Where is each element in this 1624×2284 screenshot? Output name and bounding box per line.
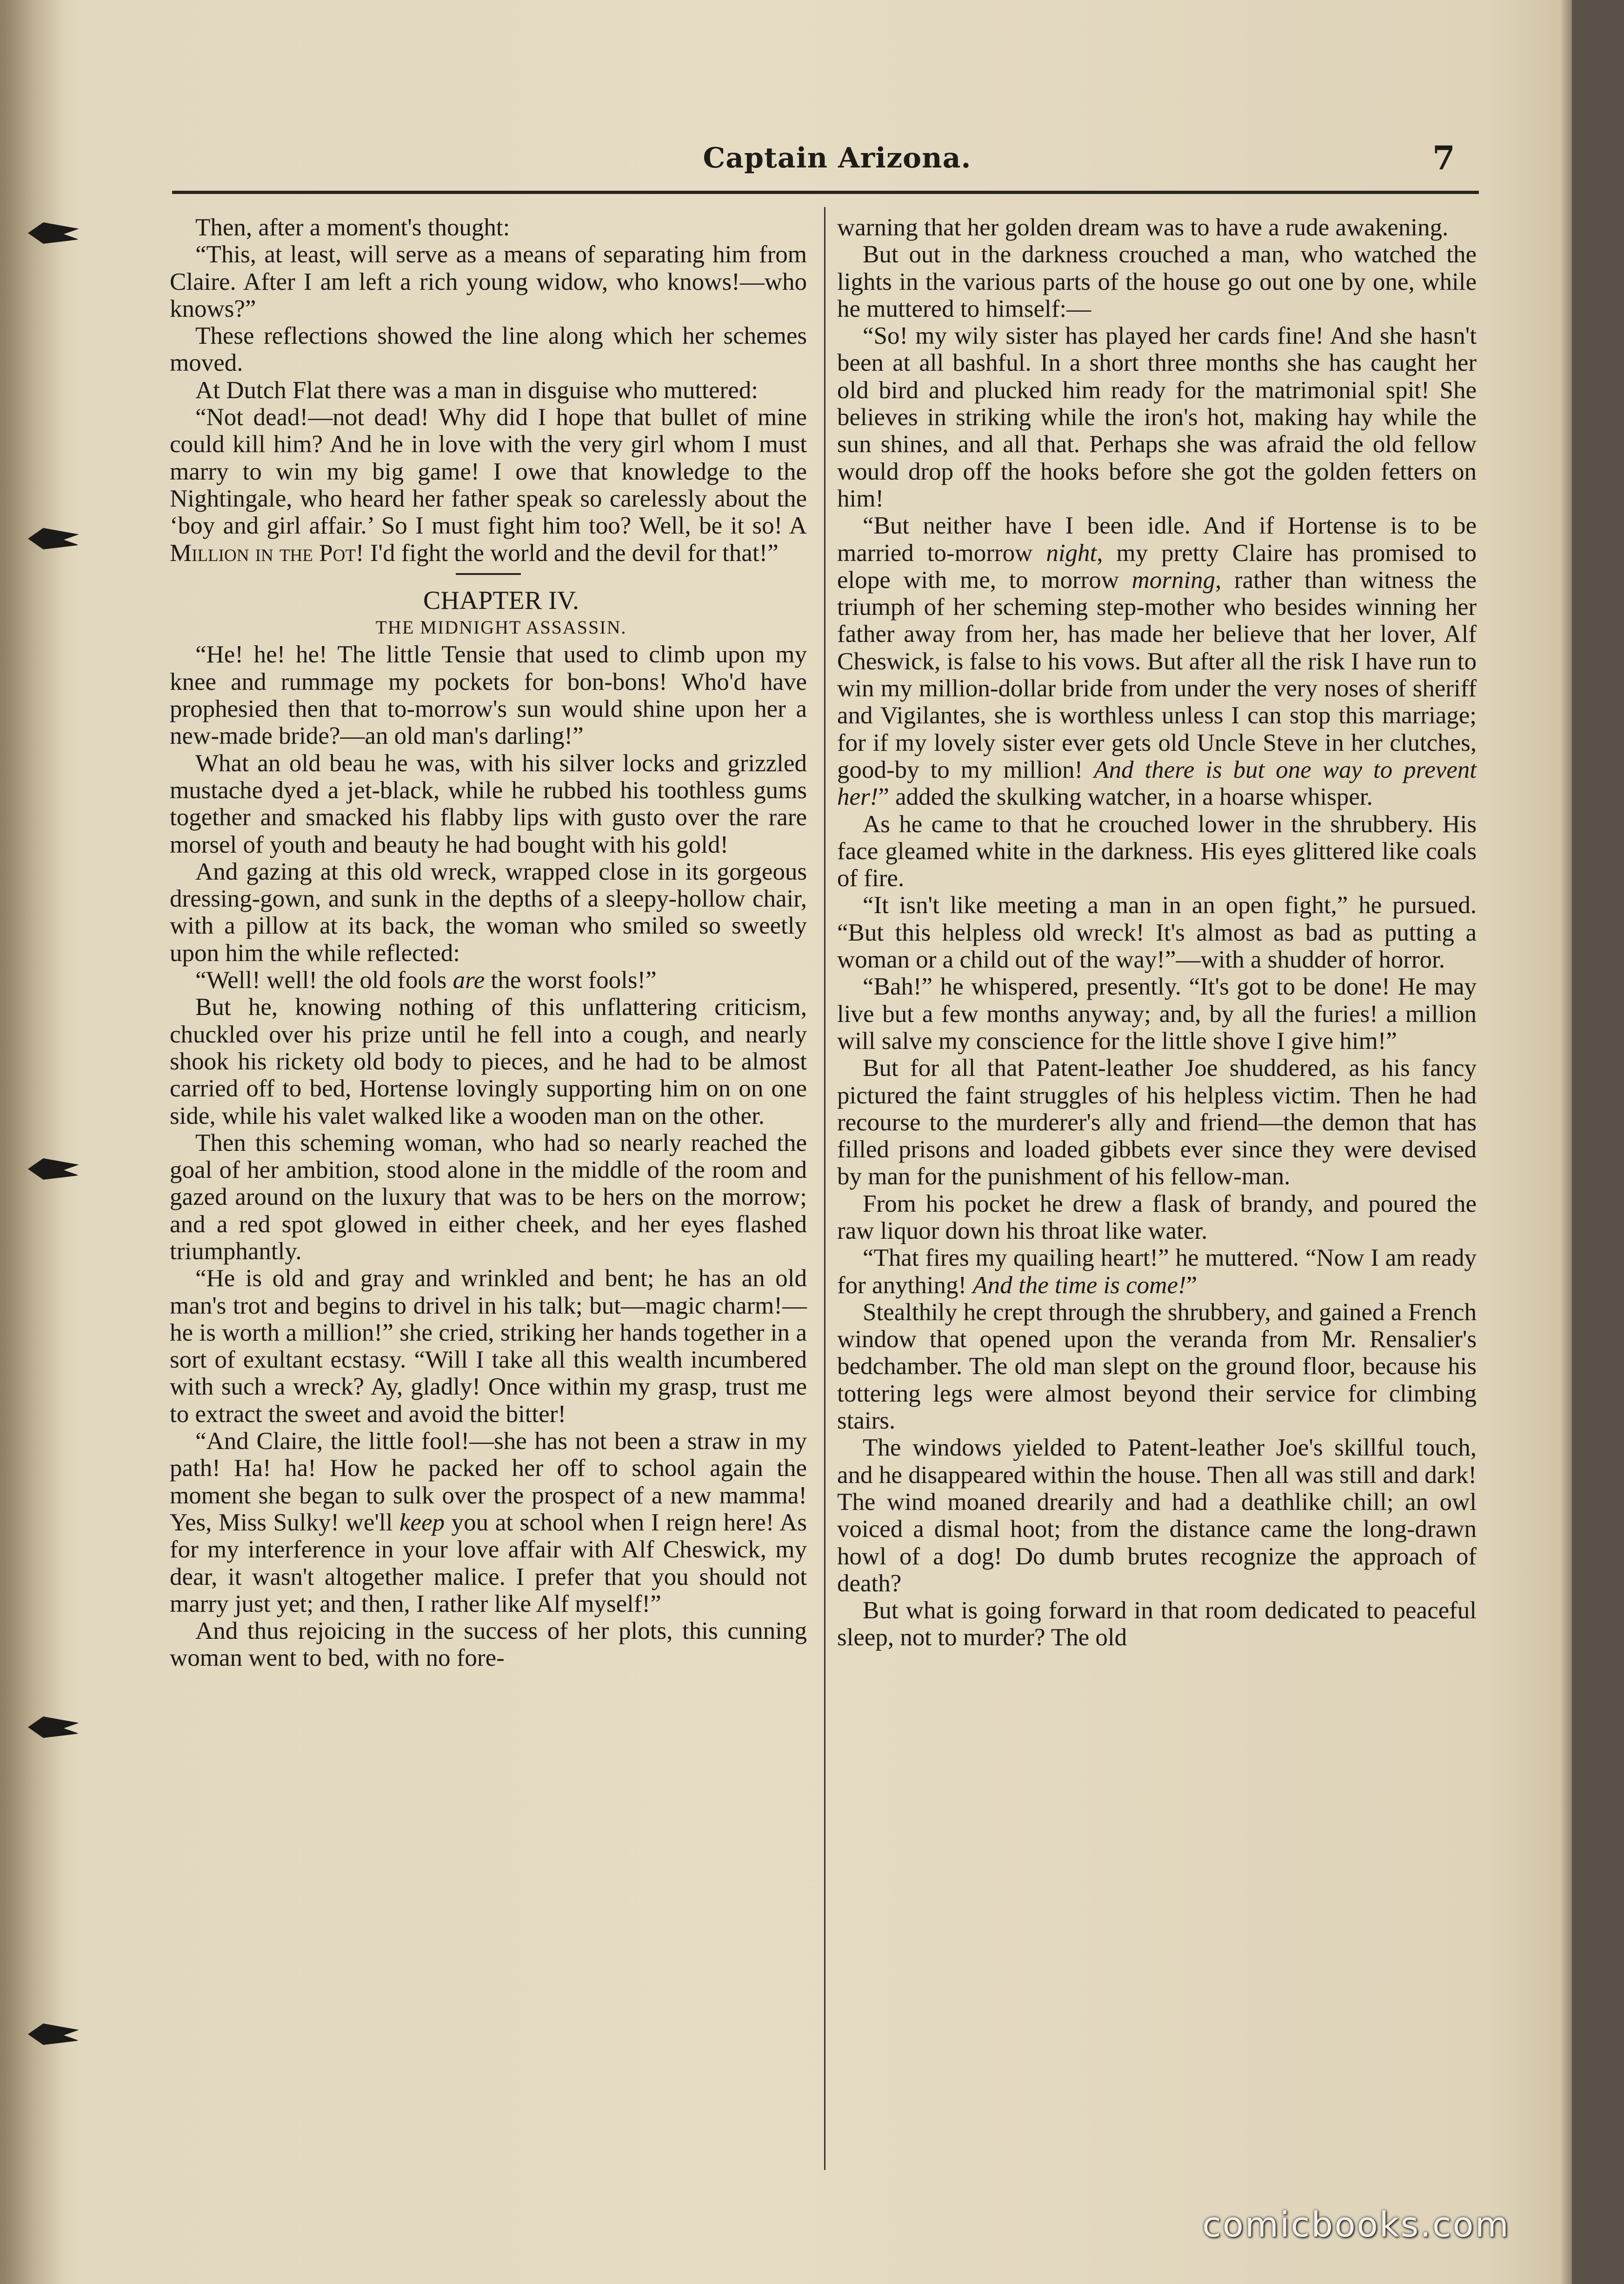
chapter-subtitle: THE MIDNIGHT ASSASSIN. [375,617,627,638]
text-run: “But neither have I been idle. And if Hortense is to be married to-morrow [837,512,1477,567]
paragraph: And gazing at this old wreck, wrapped close in its gorgeous dressing-gown, and sunk in the depths of a sleepy-hollow chair, with a pillow at its back, the woman who smiled so sweetly upon him the while reflected: [170,858,807,967]
text-run: “That fires my quailing heart!” he muttered. “Now I am ready for anything! [837,1244,1477,1299]
text-run: , rather than witness the triumph of her scheming step-mother who besides winning her father away from her, has made her believe that her lover, Alf Cheswick, is false to his vows. But after all the risk I have run to win my million-dollar bride from under the very noses of sheriff and Vigilantes, she is worthless unless I can stop this marriage; for if my lovely sister ever gets old Uncle Steve in her clutches, good-by to my million! [837,566,1477,783]
paragraph: Then, after a moment's thought: [195,214,510,241]
column-divider [824,207,825,2170]
text-run: ” added the skulking watcher, in a hoarse whisper. [878,783,1373,811]
header-rule [172,191,1479,194]
italic-text: And the time is come! [972,1271,1186,1299]
text-run: “Not dead!—not dead! Why did I hope that bullet of mine could kill him? And he in love with the very girl whom I must marry to win my big game! I owe that knowledge to the Nightingale, who heard her father speak so carelessly about the ‘boy and girl affair.’ So I must fight him too? Well, be it so! A [170,404,807,540]
paragraph: From his pocket he drew a flask of brandy, and poured the raw liquor down his throat like water. [837,1190,1477,1244]
italic-text: are [453,967,485,994]
text-run: , my pretty Claire has promised to elope with me, to morrow [837,539,1477,594]
text-run: ” [1186,1271,1198,1299]
chapter-rule [456,573,521,575]
paragraph [837,512,1477,810]
paragraph: warning that her golden dream was to have a rude awakening. [837,214,1449,241]
left-column [170,214,807,1672]
text-run: ! I'd fight the world and the devil for that!” [355,539,779,567]
paragraph: What an old beau he was, with his silver locks and grizzled mustache dyed a jet-black, while he rubbed his toothless gums together and smacked his flabby lips with gusto over the rare morsel of youth and beauty he had bought with his gold! [170,749,807,858]
paragraph: But out in the darkness crouched a man, who watched the lights in the various parts of the house go out one by one, while he muttered to himself:— [837,241,1477,322]
paragraph: Stealthily he crept through the shrubbery, and gained a French window that opened upon the veranda from Mr. Rensalier's bedchamber. The old man slept on the ground floor, because his tottering legs were almost beyond their service for climbing stairs. [837,1298,1477,1435]
right-column [837,214,1477,1651]
italic-text: night [1046,539,1097,567]
paragraph: The windows yielded to Patent-leather Joe's skillful touch, and he disappeared within the house. Then all was still and dark! The wind moaned drearily and had a deathlike chill; an owl voiced a dismal hoot; from the distance came the long-drawn howl of a dog! Do dumb brutes recognize the approach of death? [837,1434,1477,1597]
paragraph: But he, knowing nothing of this unflattering criticism, chuckled over his prize until he fell into a cough, and nearly shook his rickety old body to pieces, and he had to be almost carried off to bed, Hortense lovingly supporting him on on one side, while his valet walked like a wooden man on the other. [170,994,807,1129]
paragraph: “So! my wily sister has played her cards fine! And she hasn't been at all bashful. In a short three months she has caught her old bird and plucked him ready for the matrimonial spit! She believes in striking while the iron's hot, making hay while the sun shines, and all that. Perhaps she was afraid the old fellow would drop off the hooks before she got the golden fetters on him! [837,322,1477,512]
paragraph [837,1244,1477,1299]
italic-text: And there is but one way to prevent her! [837,756,1477,811]
paragraph: And thus rejoicing in the success of her plots, this cunning woman went to bed, with no fore- [170,1617,807,1672]
spine-shadow [0,0,65,2284]
paragraph: “This, at least, will serve as a means of separating him from Claire. After I am left a rich young widow, who knows!—who knows?” [170,241,807,322]
small-caps-text: Million in the Pot [170,539,356,567]
paragraph: These reflections showed the line along which her schemes moved. [170,322,807,377]
paragraph: Then this scheming woman, who had so nearly reached the goal of her ambition, stood alone in the middle of the room and gazed around on the luxury that was to be hers on the morrow; and a red spot glowed in either cheek, and her eyes flashed triumphantly. [170,1129,807,1265]
paragraph [170,1428,807,1617]
paragraph: As he came to that he crouched lower in the shrubbery. His face gleamed white in the darkness. His eyes glittered like coals of fire. [837,810,1477,892]
paragraph: But for all that Patent-leather Joe shuddered, as his fancy pictured the faint struggles of his helpless victim. Then he had recourse to the murderer's ally and friend—the demon that has filled prisons and loaded gibbets ever since they were devised by man for the punishment of his fellow-man. [837,1055,1477,1190]
running-head-title: Captain Arizona. [703,142,972,174]
text-run: “And Claire, the little fool!—she has not been a straw in my path! Ha! ha! How he packed her off to school again the moment she began to sulk over the prospect of a new mamma! Yes, Miss Sulky! we'll [170,1428,807,1536]
page-number: 7 [1432,139,1455,177]
paragraph: At Dutch Flat there was a man in disguise who muttered: [195,376,758,404]
paragraph [170,967,807,994]
text-run: the worst fools!” [485,967,657,994]
paragraph: “It isn't like meeting a man in an open fight,” he pursued. “But this helpless old wreck! It's almost as bad as putting a woman or a child out of the way!”—with a shudder of horror. [837,892,1477,974]
text-run: “Well! well! the old fools [195,967,453,994]
paragraph: “Bah!” he whispered, presently. “It's got to be done! He may live but a few months anyway; and, by all the furies! a million will salve my conscience for the little shove I give him!” [837,973,1477,1055]
paragraph: But what is going forward in that room dedicated to peaceful sleep, not to murder? The old [837,1597,1477,1651]
italic-text: keep [399,1509,445,1536]
italic-text: morning [1131,566,1216,594]
paragraph [170,404,807,567]
chapter-title: CHAPTER IV. [423,586,579,615]
paragraph: “He is old and gray and wrinkled and bent; he has an old man's trot and begins to drivel in his talk; but—magic charm!—he is worth a million!” she cried, striking her hands together in a sort of exultant ecstasy. “Will I take all this wealth incumbered with such a wreck? Ay, gladly! Once within my grasp, trust me to extract the sweet and avoid the bitter! [170,1265,807,1428]
text-run: you at school when I reign here! As for my interference in your love affair with Alf Cheswick, my dear, it wasn't altogether malice. I prefer that you should not marry just yet; and then, I rather like Alf myself!” [170,1509,807,1617]
page-edge [1561,0,1572,2284]
watermark-text: comicbooks.com [1202,2205,1510,2245]
paragraph: “He! he! he! The little Tensie that used to climb upon my knee and rummage my pockets for bon-bons! Who'd have prophesied then that to-morrow's sun would shine upon her a new-made bride?—an old man's darling!” [170,641,807,750]
